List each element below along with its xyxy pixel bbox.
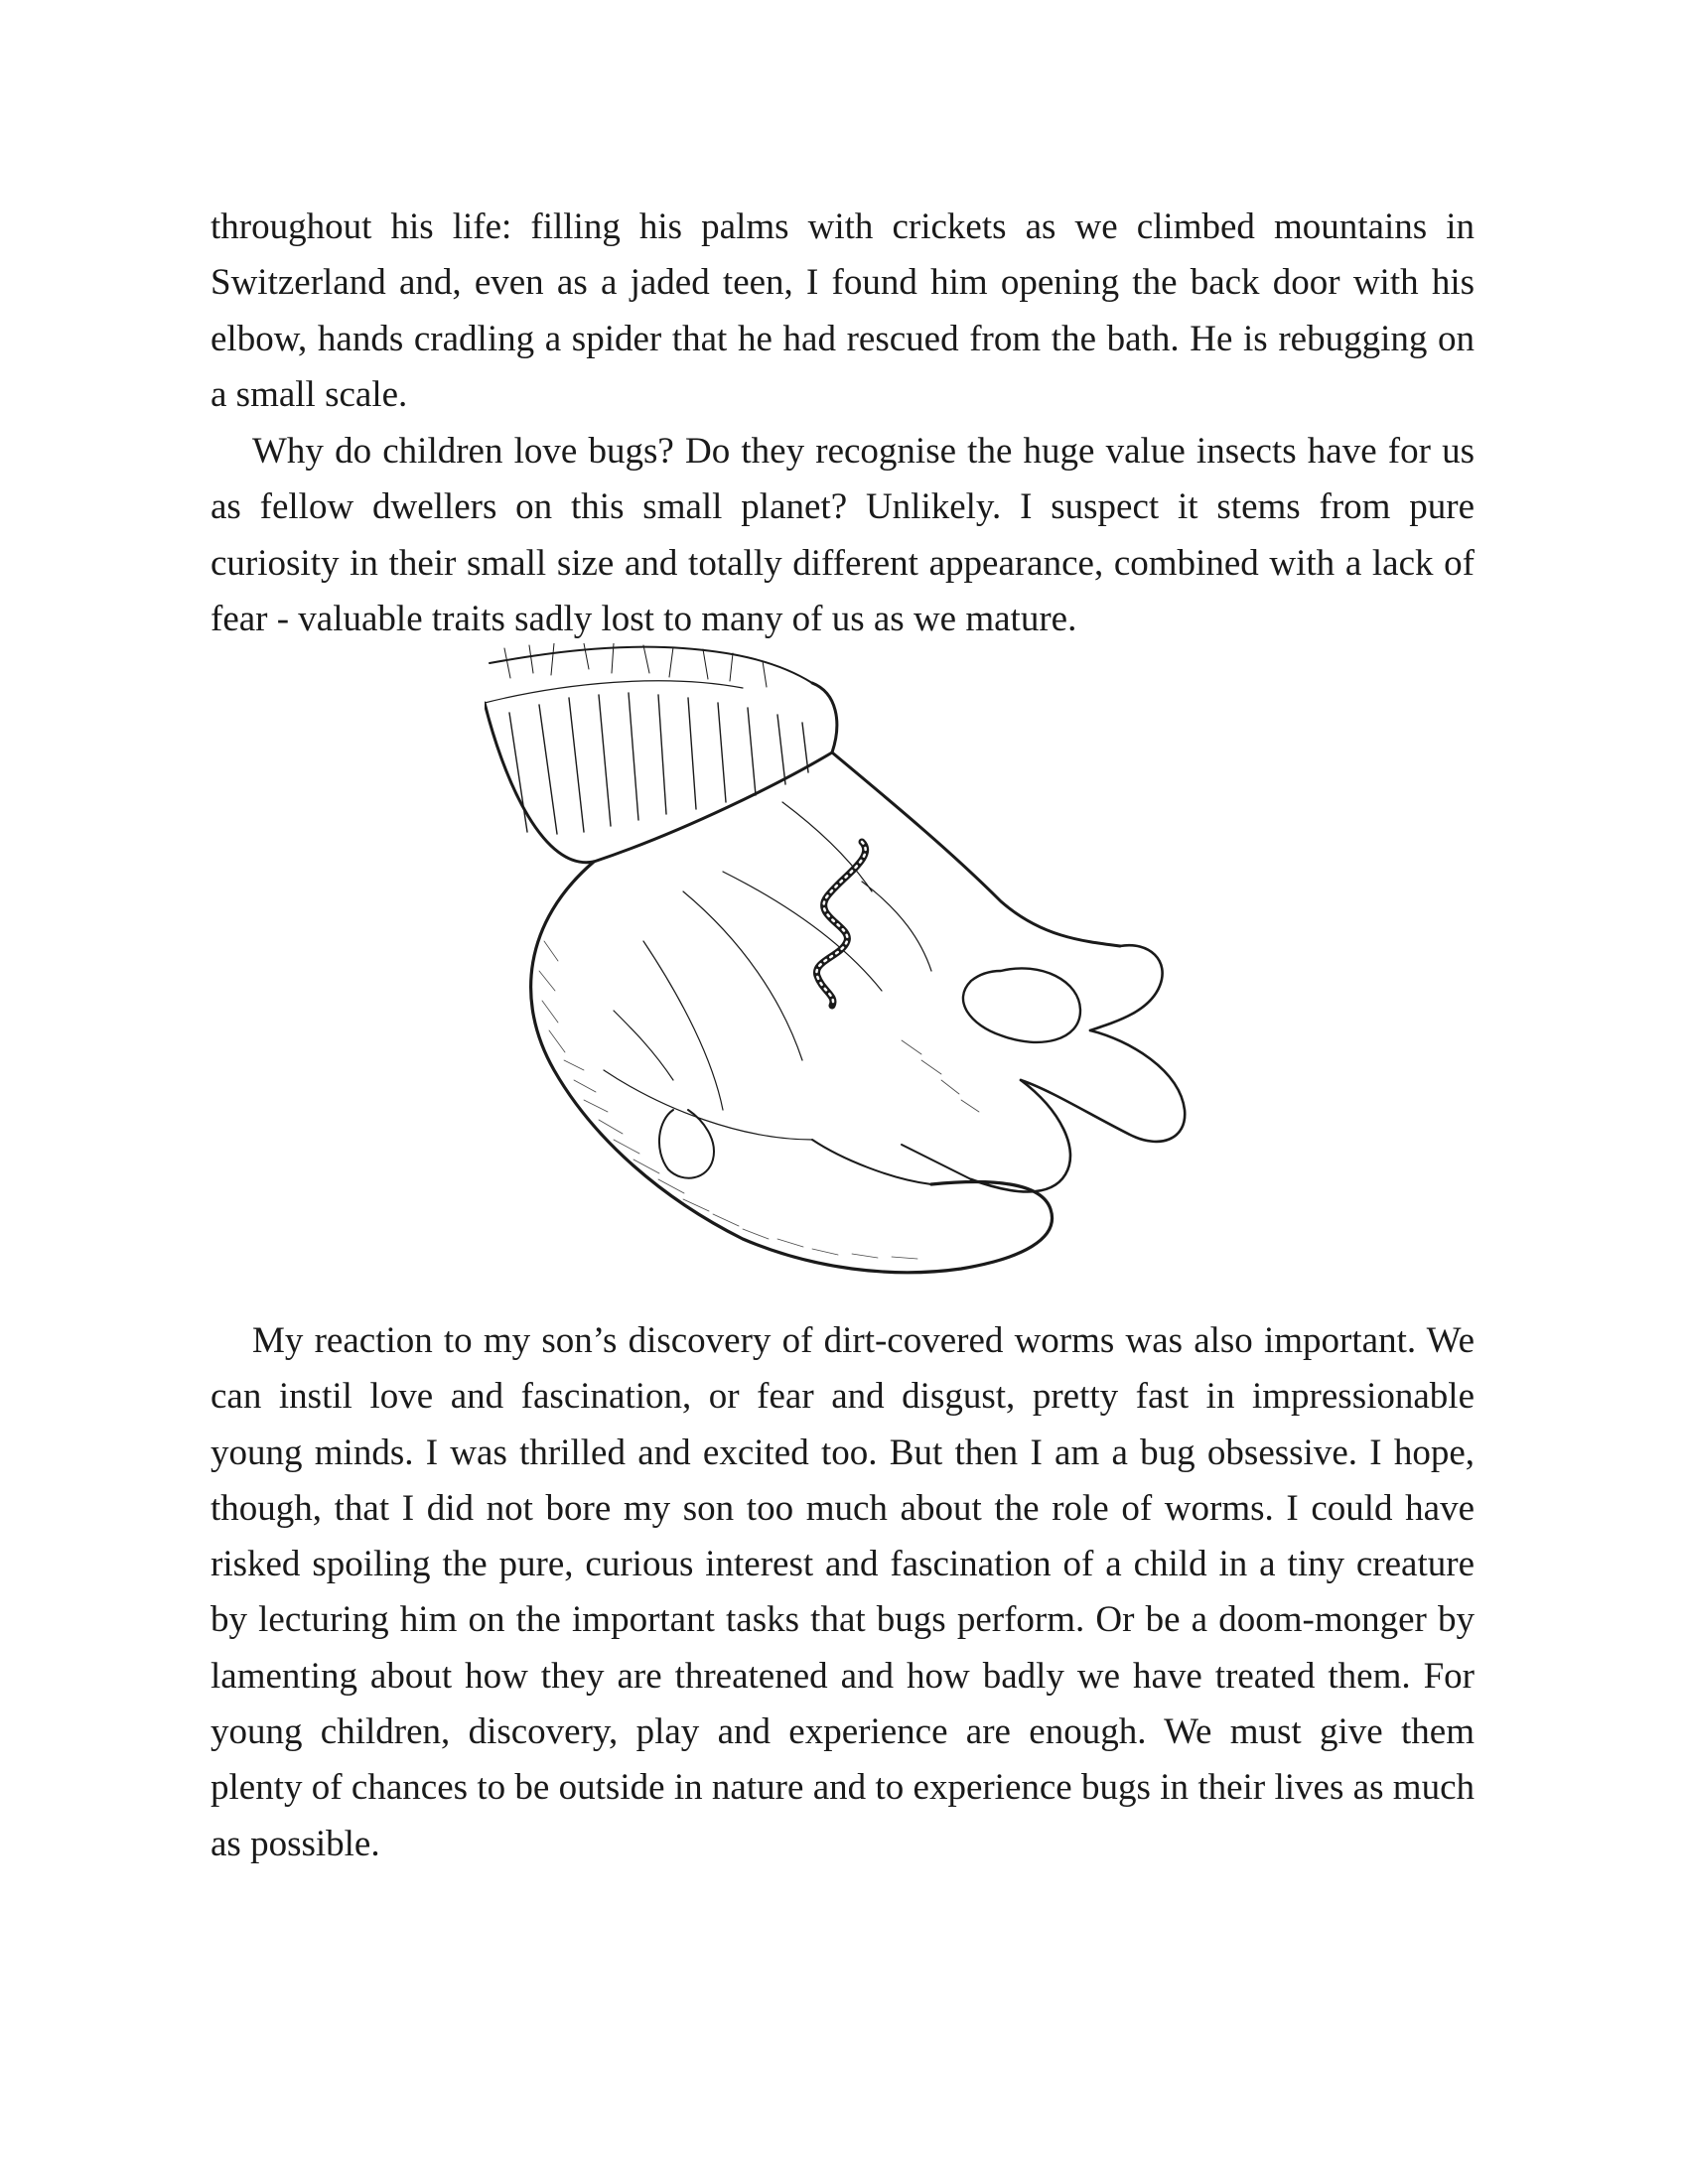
paragraph-why-children-love-bugs: Why do children love bugs? Do they recognise the huge value insects have for us as fellow dwellers on this small planet? Unlikely. I suspect it stems from pure curiosity in their small size and totally different appearance, combined with a lack of fear - valuable traits sadly lost to many of us as we mature.: [211, 431, 1475, 639]
paragraph-my-reaction: My reaction to my son’s discovery of dirt-covered worms was also important. We can instil love and fascination, or fear and disgust, pretty fast in impressionable young minds. I was thrilled and excited too. But then I am a bug obsessive. I hope, though, that I did not bore my son too much about the role of worms. I could have risked spoiling the pure, curious interest and fascination of a child in a tiny creature by lecturing him on the important tasks that bugs perform. Or be a doom-monger by lamenting about how they are threatened and how badly we have treated them. For young children, discovery, play and experience are enough. We must give them plenty of chances to be outside in nature and to experience bugs in their lives as much as possible.: [211, 1320, 1475, 1864]
hand-holding-worm-illustration: [485, 643, 1199, 1289]
hand-holding-worm-icon: [485, 643, 1199, 1289]
paragraph-continued: throughout his life: filling his palms with crickets as we climbed mountains in Switzerland and, even as a jaded teen, I found him opening the back door with his elbow, hands cradling a spider that he had rescued from the bath. He is rebugging on a small scale.: [211, 206, 1475, 415]
